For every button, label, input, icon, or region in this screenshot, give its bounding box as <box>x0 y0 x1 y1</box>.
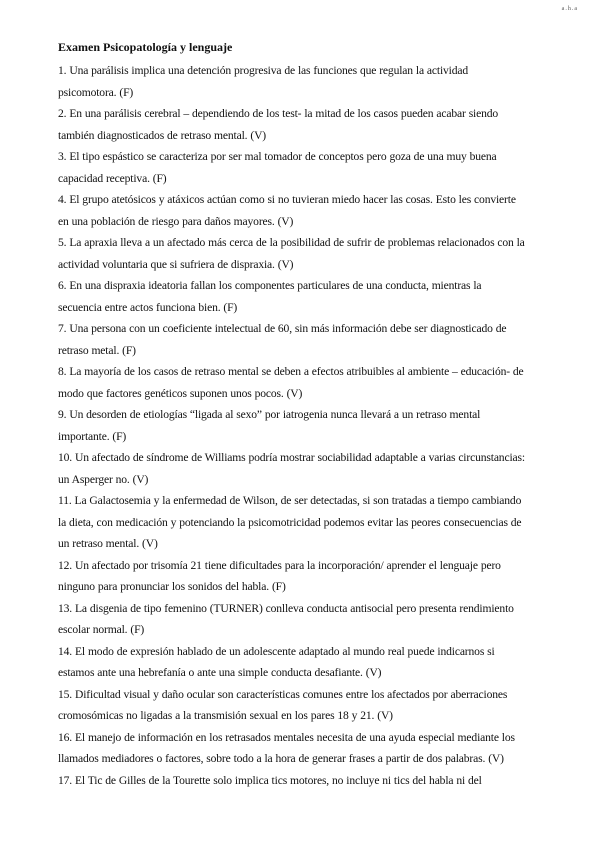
question-16: 16. El manejo de información en los retrasados mentales necesita de una ayuda especial mediante los llamados mediadores o factores, sobre todo a la hora de generar frases a partir de dos palabras. (V) <box>58 730 515 765</box>
question-9: 9. Un desorden de etiologías “ligada al sexo” por iatrogenia nunca llevará a un retraso mental importante. (F) <box>58 408 481 443</box>
document-body <box>58 40 528 791</box>
question-14: 14. El modo de expresión hablado de un adolescente adaptado al mundo real puede indicarnos si estamos ante una hebrefanía o ante una simple conducta desafiante. (V) <box>58 644 495 679</box>
question-4: 4. El grupo atetósicos y atáxicos actúan como si no tuvieran miedo hacer las cosas. Esto les convierte en una población de riesgo para daños mayores. (V) <box>58 193 516 228</box>
question-1: 1. Una parálisis implica una detención progresiva de las funciones que regulan la actividad psicomotora. (F) <box>58 64 469 99</box>
question-2: 2. En una parálisis cerebral – dependiendo de los test- la mitad de los casos pueden acabar siendo también diagnosticados de retraso mental. (V) <box>58 107 499 142</box>
question-10: 10. Un afectado de síndrome de Williams podría mostrar sociabilidad adaptable a varias circunstancias: un Asperger no. (V) <box>58 451 525 486</box>
question-6: 6. En una dispraxia ideatoria fallan los componentes particulares de una conducta, mientras la secuencia entre actos funciona bien. (F) <box>58 279 482 314</box>
question-12: 12. Un afectado por trisomía 21 tiene dificultades para la incorporación/ aprender el lenguaje pero ninguno para pronunciar los sonidos del habla. (F) <box>58 558 501 593</box>
question-3: 3. El tipo espástico se caracteriza por ser mal tomador de conceptos pero goza de una muy buena capacidad receptiva. (F) <box>58 150 497 185</box>
question-15: 15. Dificultad visual y daño ocular son características comunes entre los afectados por aberraciones cromosómicas no ligadas a la transmisión sexual en los pares 18 y 21. (V) <box>58 687 508 722</box>
question-11: 11. La Galactosemia y la enfermedad de Wilson, de ser detectadas, si son tratadas a tiempo cambiando la dieta, con medicación y potenciando la psicomotricidad podemos evitar las peores consecuencias de un retraso mental. (V) <box>58 494 522 550</box>
question-13: 13. La disgenia de tipo femenino (TURNER) conlleva conducta antisocial pero presenta rendimiento escolar normal. (F) <box>58 601 514 636</box>
question-7: 7. Una persona con un coeficiente intelectual de 60, sin más información debe ser diagnosticado de retraso metal. (F) <box>58 322 507 357</box>
question-5: 5. La apraxia lleva a un afectado más cerca de la posibilidad de sufrir de problemas relacionados con la actividad voluntaria que si sufriera de dispraxia. (V) <box>58 236 525 271</box>
document-title: Examen Psicopatología y lenguaje <box>58 40 233 54</box>
question-8: 8. La mayoría de los casos de retraso mental se deben a efectos atribuibles al ambiente – educación- de modo que factores genéticos suponen unos pocos. (V) <box>58 365 524 400</box>
page-corner-mark: a.h.a <box>561 6 578 12</box>
question-17: 17. El Tic de Gilles de la Tourette solo implica tics motores, no incluye ni tics del habla ni del <box>58 773 482 787</box>
